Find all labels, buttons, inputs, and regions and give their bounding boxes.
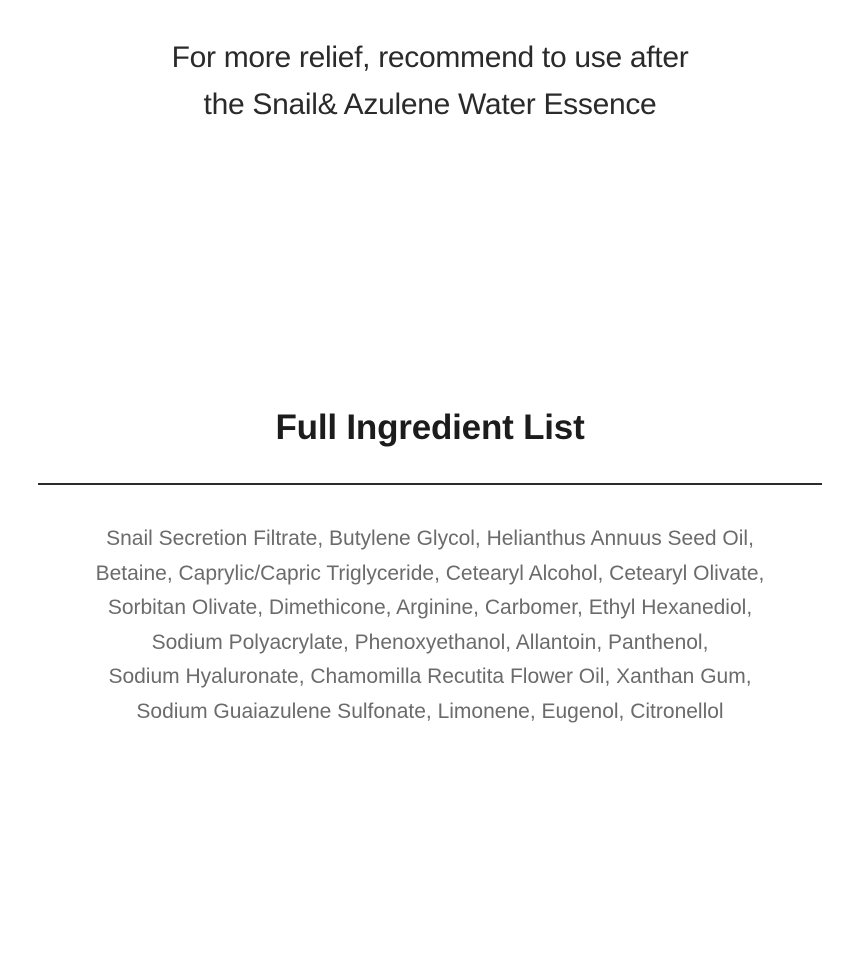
ingredient-list-line: Snail Secretion Filtrate, Butylene Glycol, Helianthus Annuus Seed Oil, [106, 527, 754, 550]
section-divider [38, 483, 822, 485]
ingredient-list-line: Sodium Hyaluronate, Chamomilla Recutita Flower Oil, Xanthan Gum, [108, 665, 752, 688]
ingredient-list-title: Full Ingredient List [275, 408, 585, 447]
ingredient-list-line: Sorbitan Olivate, Dimethicone, Arginine, Carbomer, Ethyl Hexanediol, [107, 596, 753, 619]
usage-recommendation [0, 34, 860, 128]
ingredient-list-line: Betaine, Caprylic/Capric Triglyceride, Cetearyl Alcohol, Cetearyl Olivate, [95, 561, 765, 585]
usage-recommendation-line-2: the Snail& Azulene Water Essence [203, 88, 657, 121]
usage-recommendation-line-1: For more relief, recommend to use after [171, 41, 689, 74]
ingredient-list [0, 522, 860, 729]
ingredient-list-line: Sodium Guaiazulene Sulfonate, Limonene, Eugenol, Citronellol [136, 699, 724, 723]
ingredient-list-line: Sodium Polyacrylate, Phenoxyethanol, Allantoin, Panthenol, [151, 630, 709, 654]
